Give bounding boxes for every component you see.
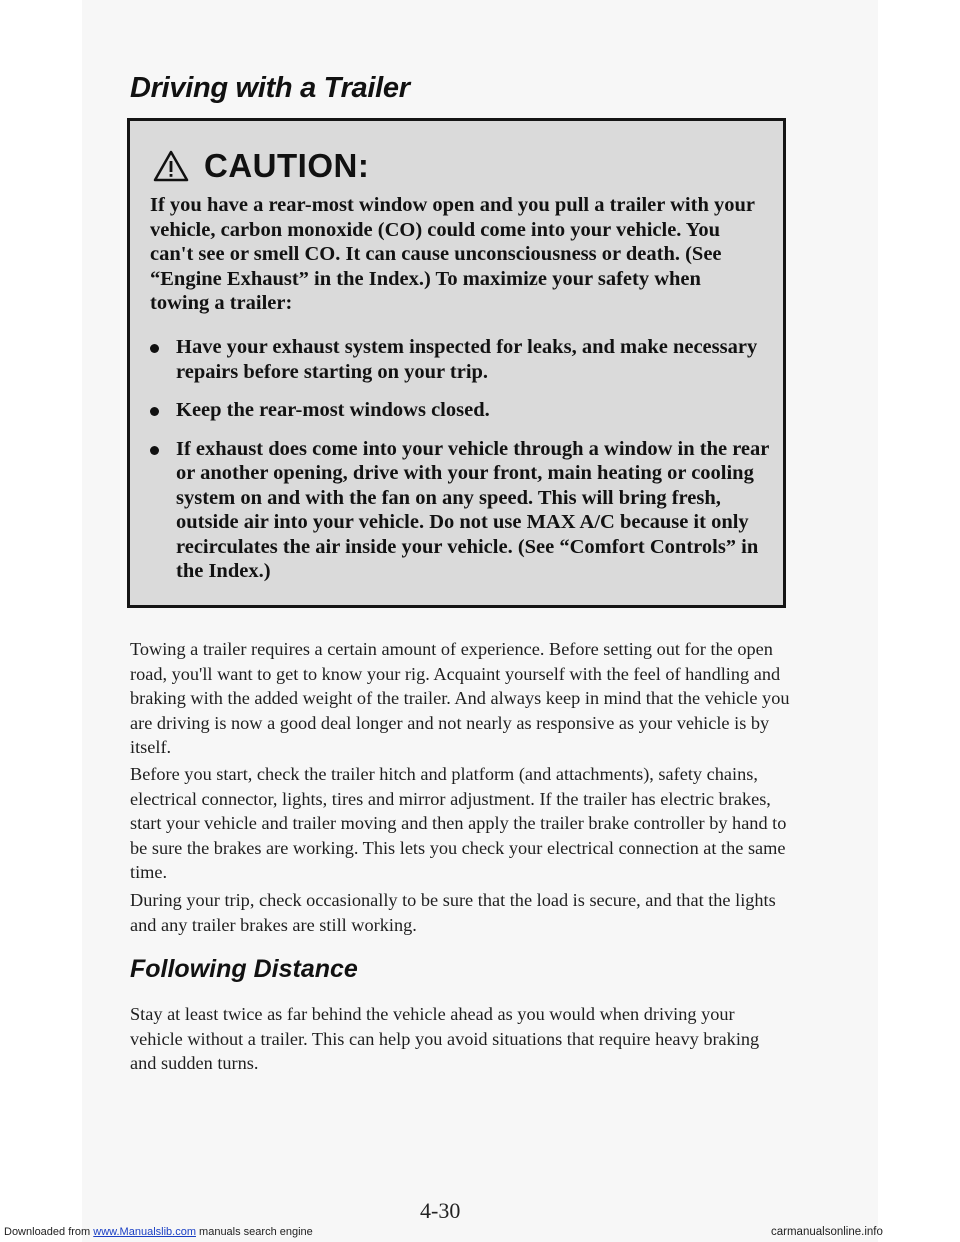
following-paragraph: Stay at least twice as far behind the vehicle ahead as you would when driving your vehicle without a trailer. This can help you avoid situations that require heavy braking and sudden turns.	[130, 1004, 760, 1073]
warning-triangle-icon	[152, 149, 190, 183]
caution-item: Have your exhaust system inspected for leaks, and make necessary repairs before starting on your trip.	[150, 335, 770, 384]
caution-box	[127, 118, 786, 608]
caution-list	[150, 335, 770, 598]
caution-header	[152, 147, 369, 185]
bullet-icon	[150, 446, 159, 455]
bullet-icon	[150, 407, 159, 416]
download-footer: Downloaded from www.Manualslib.com manuals search engine	[4, 1226, 313, 1238]
page-heading: Driving with a Trailer	[130, 72, 410, 104]
caution-intro: If you have a rear-most window open and you pull a trailer with your vehicle, carbon monoxide (CO) could come into your vehicle. You can't see or smell CO. It can cause unconsciousness or death. (See “Engine Exhaust” in the Index.) To maximize your safety when towing a trailer:	[150, 194, 755, 314]
body-paragraph: Towing a trailer requires a certain amount of experience. Before setting out for the open road, you'll want to get to know your rig. Acquaint yourself with the feel of handling and braking with the added weight of the trailer. And always keep in mind that the vehicle you are driving is now a good deal longer and not nearly as responsive as your vehicle is by itself.	[130, 639, 790, 757]
page-number: 4-30	[420, 1198, 461, 1223]
manualslib-link[interactable]: www.Manualslib.com	[93, 1226, 196, 1238]
watermark-text: carmanualsonline.info	[771, 1226, 883, 1238]
body-paragraph: Before you start, check the trailer hitch and platform (and attachments), safety chains, electrical connector, lights, tires and mirror adjustment. If the trailer has electric brakes, start your vehicle and trailer moving and then apply the trailer brake controller by hand to be sure the brakes are working. This lets you check your electrical connection at the same time.	[130, 764, 787, 882]
body-paragraph: During your trip, check occasionally to be sure that the load is secure, and that the lights and any trailer brakes are still working.	[130, 890, 776, 935]
caution-item: Keep the rear-most windows closed.	[150, 398, 770, 423]
section-heading: Following Distance	[130, 955, 358, 983]
caution-item: If exhaust does come into your vehicle through a window in the rear or another opening, drive with your front, main heating or cooling system on and with the fan on any speed. This will bring fresh, outside air into your vehicle. Do not use MAX A/C because it only recirculates the air inside your vehicle. (See “Comfort Controls” in the Index.)	[150, 437, 770, 584]
caution-title: CAUTION:	[204, 147, 370, 184]
bullet-icon	[150, 344, 159, 353]
